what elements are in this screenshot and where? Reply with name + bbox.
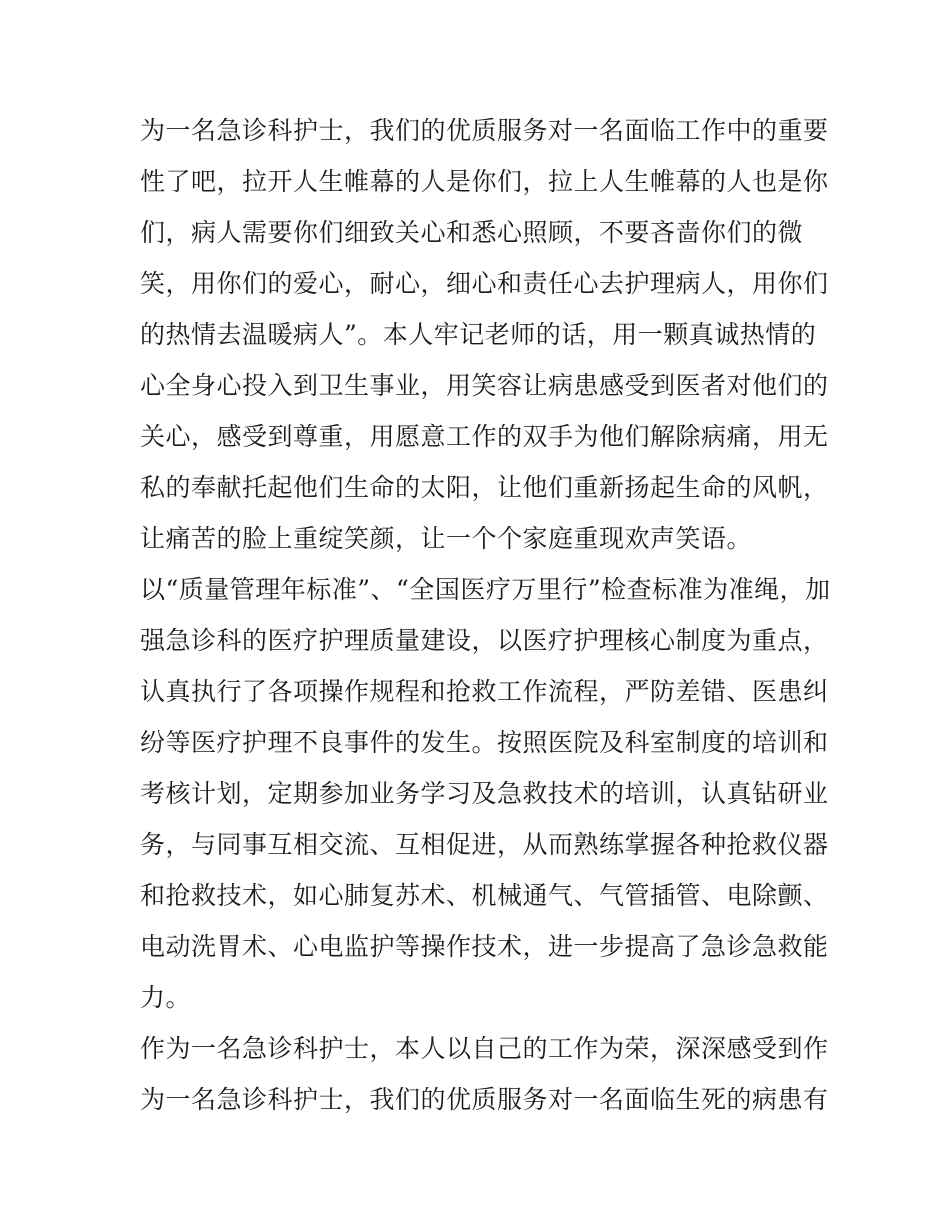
paragraph-1 (140, 105, 829, 564)
text-line: 考核计划，定期参加业务学习及急救技术的培训，认真钻研业 (140, 779, 829, 808)
text-line: 作为一名急诊科护士，本人以自己的工作为荣，深深感受到作 (140, 1034, 829, 1063)
text-line: 私的奉献托起他们生命的太阳，让他们重新扬起生命的风帆， (140, 473, 829, 502)
paragraph-3 (140, 1023, 829, 1125)
text-line: 心全身心投入到卫生事业，用笑容让病患感受到医者对他们的 (140, 371, 829, 400)
text-line: 笑，用你们的爱心，耐心，细心和责任心去护理病人，用你们 (140, 269, 829, 298)
document-body (140, 105, 831, 1125)
text-line: 们，病人需要你们细致关心和悉心照顾，不要吝啬你们的微 (140, 218, 804, 247)
text-line: 电动洗胃术、心电监护等操作技术，进一步提高了急诊急救能 (140, 932, 829, 961)
text-line: 让痛苦的脸上重绽笑颜，让一个个家庭重现欢声笑语。 (140, 524, 753, 553)
text-line: 认真执行了各项操作规程和抢救工作流程，严防差错、医患纠 (140, 677, 829, 706)
text-line: 务，与同事互相交流、互相促进，从而熟练掌握各种抢救仪器 (140, 830, 829, 859)
text-line: 性了吧，拉开人生帷幕的人是你们，拉上人生帷幕的人也是你 (140, 167, 829, 196)
text-line: 力。 (140, 983, 192, 1012)
text-line: 强急诊科的医疗护理质量建设，以医疗护理核心制度为重点， (140, 626, 829, 655)
paragraph-2 (140, 564, 831, 1023)
text-line: 和抢救技术，如心肺复苏术、机械通气、气管插管、电除颤、 (140, 881, 829, 910)
text-line: 的热情去温暖病人”。本人牢记老师的话，用一颗真诚热情的 (140, 320, 817, 349)
text-line: 纷等医疗护理不良事件的发生。按照医院及科室制度的培训和 (140, 728, 829, 757)
text-line: 以“质量管理年标准”、“全国医疗万里行”检查标准为准绳，加 (140, 575, 831, 604)
text-line: 为一名急诊科护士，我们的优质服务对一名面临工作中的重要 (140, 116, 829, 145)
text-line: 关心，感受到尊重，用愿意工作的双手为他们解除病痛，用无 (140, 422, 829, 451)
text-line: 为一名急诊科护士，我们的优质服务对一名面临生死的病患有 (140, 1085, 829, 1114)
